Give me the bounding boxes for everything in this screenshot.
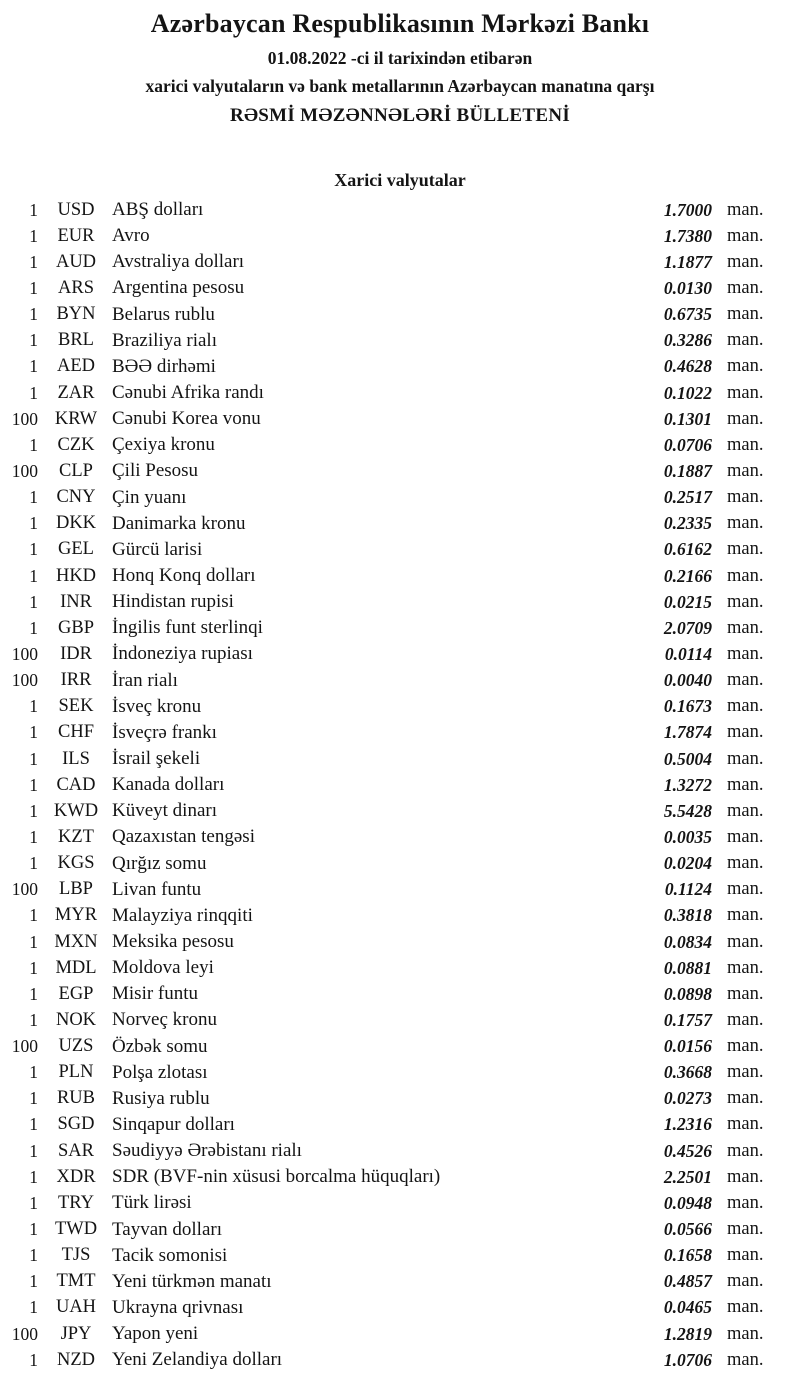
currency-quantity: 1 [29, 1297, 38, 1318]
currency-row [0, 275, 800, 301]
rate-value: 0.0273 [663, 1088, 712, 1109]
unit-label: man. [727, 487, 764, 508]
rate-value: 0.4526 [663, 1140, 712, 1161]
currency-code: GBP [58, 617, 94, 638]
currency-code: ILS [62, 748, 90, 769]
currency-name: İngilis funt sterlinqi [112, 617, 263, 639]
currency-name: Yeni türkmən manatı [112, 1270, 272, 1292]
unit-label: man. [727, 565, 764, 586]
rate-value: 0.2517 [663, 487, 712, 508]
unit-label: man. [727, 1114, 764, 1135]
currency-quantity: 1 [29, 434, 38, 455]
rate-value: 0.0706 [663, 434, 712, 455]
rate-value: 0.1887 [663, 460, 712, 481]
unit-label: man. [727, 1009, 764, 1030]
rate-value: 1.1877 [663, 251, 712, 272]
currency-name: Gürcü larisi [112, 538, 203, 560]
currency-row [0, 432, 800, 458]
currency-name: Argentina pesosu [112, 277, 245, 299]
exchange-rates-table [0, 197, 800, 1373]
unit-label: man. [727, 983, 764, 1004]
currency-quantity: 1 [29, 513, 38, 534]
currency-code: KRW [54, 408, 98, 429]
currency-name: İsveç kronu [112, 695, 202, 717]
rate-value: 0.1301 [663, 408, 712, 429]
currency-quantity: 1 [29, 330, 38, 351]
currency-row [0, 1007, 800, 1033]
currency-row [0, 249, 800, 275]
currency-code: TJS [61, 1245, 91, 1266]
currency-code: BYN [56, 304, 96, 325]
currency-row [0, 1216, 800, 1242]
bulletin-header [0, 0, 800, 127]
currency-quantity: 1 [29, 1114, 38, 1135]
currency-row [0, 877, 800, 903]
unit-label: man. [727, 774, 764, 795]
rate-value: 0.0948 [663, 1192, 712, 1213]
bank-title: Azərbaycan Respublikasının Mərkəzi Bankı [150, 9, 650, 38]
currency-name: Çin yuanı [112, 486, 187, 508]
currency-quantity: 100 [11, 1036, 38, 1057]
rate-value: 0.0035 [663, 826, 712, 847]
rate-value: 0.1673 [663, 696, 712, 717]
currency-name: Danimarka kronu [112, 512, 246, 534]
currency-code: CLP [59, 460, 93, 481]
unit-label: man. [727, 1192, 764, 1213]
rate-value: 2.2501 [663, 1166, 712, 1187]
currency-row [0, 929, 800, 955]
unit-label: man. [727, 225, 764, 246]
currency-code: MXN [54, 931, 98, 952]
currency-name: Sinqapur dolları [112, 1113, 235, 1135]
currency-row [0, 981, 800, 1007]
rate-value: 1.3272 [663, 774, 712, 795]
currency-name: Norveç kronu [112, 1009, 217, 1031]
rate-value: 0.4857 [663, 1271, 712, 1292]
currency-row [0, 1112, 800, 1138]
currency-code: NZD [56, 1349, 96, 1370]
unit-label: man. [727, 1166, 764, 1187]
currency-code: TRY [58, 1192, 94, 1213]
unit-label: man. [727, 356, 764, 377]
currency-name: Hindistan rupisi [112, 591, 234, 613]
rate-value: 1.0706 [663, 1349, 712, 1370]
currency-code: CZK [57, 434, 95, 455]
unit-label: man. [727, 277, 764, 298]
currency-code: RUB [56, 1088, 96, 1109]
rate-value: 0.2335 [663, 513, 712, 534]
currency-code: TWD [54, 1219, 98, 1240]
currency-name: Səudiyyə Ərəbistanı rialı [112, 1140, 302, 1162]
currency-code: ARS [58, 277, 94, 298]
currency-row [0, 694, 800, 720]
currency-quantity: 1 [29, 487, 38, 508]
currency-code: GEL [58, 539, 94, 560]
rate-value: 1.7000 [663, 199, 712, 220]
currency-name: Özbək somu [112, 1035, 208, 1057]
rate-value: 0.0465 [663, 1297, 712, 1318]
currency-row [0, 668, 800, 694]
currency-code: ZAR [57, 382, 95, 403]
currency-row [0, 615, 800, 641]
rate-value: 0.1658 [663, 1245, 712, 1266]
currency-code: USD [57, 199, 95, 220]
currency-row [0, 537, 800, 563]
unit-label: man. [727, 1297, 764, 1318]
currency-quantity: 1 [29, 905, 38, 926]
currency-quantity: 1 [29, 1349, 38, 1370]
currency-code: DKK [55, 513, 97, 534]
currency-code: KGS [57, 853, 95, 874]
currency-quantity: 1 [29, 748, 38, 769]
unit-label: man. [727, 643, 764, 664]
currency-quantity: 1 [29, 591, 38, 612]
rate-value: 1.7380 [663, 225, 712, 246]
currency-code: LBP [59, 879, 93, 900]
currency-name: Çexiya kronu [112, 434, 215, 456]
unit-label: man. [727, 800, 764, 821]
unit-label: man. [727, 617, 764, 638]
currency-quantity: 1 [29, 1166, 38, 1187]
currency-quantity: 1 [29, 1062, 38, 1083]
unit-label: man. [727, 905, 764, 926]
currency-name: Polşa zlotası [112, 1061, 208, 1083]
unit-label: man. [727, 1323, 764, 1344]
currency-name: Türk lirəsi [112, 1192, 192, 1214]
rate-value: 0.1022 [663, 382, 712, 403]
currency-name: Çili Pesosu [112, 460, 199, 482]
currency-code: XDR [56, 1166, 96, 1187]
unit-label: man. [727, 853, 764, 874]
currency-quantity: 1 [29, 1219, 38, 1240]
unit-label: man. [727, 1271, 764, 1292]
currency-code: SEK [58, 696, 94, 717]
currency-code: BRL [58, 330, 94, 351]
currency-row [0, 511, 800, 537]
currency-name: Cənubi Afrika randı [112, 382, 264, 404]
currency-code: CAD [56, 774, 96, 795]
currency-quantity: 1 [29, 722, 38, 743]
currency-row [0, 380, 800, 406]
currency-name: Kanada dolları [112, 774, 225, 796]
currency-name: Belarus rublu [112, 303, 215, 325]
currency-row [0, 1295, 800, 1321]
rate-value: 0.3286 [663, 330, 712, 351]
currency-row [0, 223, 800, 249]
currency-code: UAH [55, 1297, 97, 1318]
unit-label: man. [727, 591, 764, 612]
currency-code: IRR [60, 670, 92, 691]
rate-value: 0.6735 [663, 304, 712, 325]
unit-label: man. [727, 304, 764, 325]
rate-value: 0.1757 [663, 1009, 712, 1030]
currency-code: CNY [56, 487, 96, 508]
currency-name: SDR (BVF-nin xüsusi borcalma hüquqları) [112, 1166, 441, 1188]
unit-label: man. [727, 1349, 764, 1370]
currency-code: AUD [55, 251, 97, 272]
bulletin-title: RƏSMİ MƏZƏNNƏLƏRİ BÜLLETENİ [229, 105, 571, 126]
rate-value: 2.0709 [663, 617, 712, 638]
currency-code: UZS [58, 1036, 94, 1057]
currency-name: Qazaxıstan tengəsi [112, 826, 255, 848]
currency-row [0, 1243, 800, 1269]
currency-name: Honq Konq dolları [112, 565, 256, 587]
currency-quantity: 1 [29, 356, 38, 377]
currency-name: Meksika pesosu [112, 931, 234, 952]
effective-date-line: 01.08.2022 -ci il tarixindən etibarən [267, 48, 533, 68]
currency-code: MYR [54, 905, 98, 926]
rate-value: 0.0204 [663, 853, 712, 874]
rate-value: 0.0898 [663, 983, 712, 1004]
section-title-foreign-currencies: Xarici valyutalar [334, 170, 466, 190]
currency-row [0, 798, 800, 824]
rate-value: 0.6162 [663, 539, 712, 560]
rate-value: 0.1124 [664, 879, 712, 900]
unit-label: man. [727, 748, 764, 769]
currency-quantity: 1 [29, 617, 38, 638]
rate-value: 0.5004 [663, 748, 712, 769]
currency-row [0, 1086, 800, 1112]
currency-code: CHF [58, 722, 94, 743]
subject-line: xarici valyutaların və bank metallarının Azərbaycan manatına qarşı [145, 76, 655, 96]
currency-quantity: 1 [29, 931, 38, 952]
currency-quantity: 1 [29, 1245, 38, 1266]
currency-quantity: 1 [29, 251, 38, 272]
currency-code: TMT [56, 1271, 96, 1292]
rate-value: 0.0156 [663, 1036, 712, 1057]
currency-code: AED [56, 356, 96, 377]
unit-label: man. [727, 330, 764, 351]
currency-name: Tayvan dolları [112, 1218, 222, 1240]
currency-row [0, 903, 800, 929]
currency-quantity: 1 [29, 1140, 38, 1161]
unit-label: man. [727, 879, 764, 900]
currency-name: BƏƏ dirhəmi [112, 355, 216, 377]
unit-label: man. [727, 539, 764, 560]
currency-code: HKD [55, 565, 97, 586]
unit-label: man. [727, 931, 764, 952]
currency-row [0, 302, 800, 328]
currency-quantity: 1 [29, 1009, 38, 1030]
currency-code: KWD [53, 800, 99, 821]
currency-quantity: 1 [29, 983, 38, 1004]
currency-code: MDL [55, 957, 97, 978]
currency-row [0, 955, 800, 981]
currency-quantity: 1 [29, 1088, 38, 1109]
currency-quantity: 100 [11, 1323, 38, 1344]
currency-name: Yeni Zelandiya dolları [112, 1349, 283, 1371]
currency-row [0, 641, 800, 667]
currency-row [0, 328, 800, 354]
currency-name: ABŞ dolları [112, 199, 204, 221]
currency-quantity: 1 [29, 565, 38, 586]
unit-label: man. [727, 722, 764, 743]
unit-label: man. [727, 1245, 764, 1266]
currency-row [0, 1347, 800, 1373]
unit-label: man. [727, 826, 764, 847]
currency-name: Avro [112, 225, 150, 247]
rate-value: 0.0130 [663, 277, 712, 298]
currency-code: NOK [55, 1009, 97, 1030]
currency-name: Qırğız somu [112, 852, 207, 874]
rate-value: 1.2819 [663, 1323, 712, 1344]
unit-label: man. [727, 696, 764, 717]
unit-label: man. [727, 1062, 764, 1083]
currency-quantity: 1 [29, 853, 38, 874]
rate-value: 0.0881 [663, 957, 712, 978]
currency-row [0, 1190, 800, 1216]
rate-value: 0.3818 [663, 905, 712, 926]
currency-name: Cənubi Korea vonu [112, 408, 261, 430]
currency-quantity: 100 [11, 879, 38, 900]
currency-name: Yapon yeni [112, 1323, 199, 1345]
currency-quantity: 1 [29, 800, 38, 821]
currency-quantity: 100 [11, 460, 38, 481]
unit-label: man. [727, 408, 764, 429]
rate-value: 1.2316 [663, 1114, 712, 1135]
unit-label: man. [727, 957, 764, 978]
unit-label: man. [727, 382, 764, 403]
currency-row [0, 1060, 800, 1086]
currency-code: KZT [58, 826, 94, 847]
currency-row [0, 354, 800, 380]
currency-row [0, 563, 800, 589]
currency-name: Rusiya rublu [112, 1087, 210, 1109]
currency-row [0, 1034, 800, 1060]
currency-row [0, 485, 800, 511]
currency-name: Malayziya rinqqiti [112, 904, 253, 926]
currency-code: SAR [58, 1140, 94, 1161]
unit-label: man. [727, 670, 764, 691]
unit-label: man. [727, 1036, 764, 1057]
currency-name: İran rialı [112, 669, 178, 691]
currency-row [0, 197, 800, 223]
rate-value: 0.0040 [663, 670, 712, 691]
unit-label: man. [727, 460, 764, 481]
currency-row [0, 1321, 800, 1347]
unit-label: man. [727, 1140, 764, 1161]
rate-value: 0.2166 [663, 565, 712, 586]
currency-quantity: 1 [29, 225, 38, 246]
currency-name: Moldova leyi [112, 957, 214, 979]
currency-quantity: 1 [29, 696, 38, 717]
currency-quantity: 100 [11, 670, 38, 691]
currency-code: SGD [57, 1114, 95, 1135]
unit-label: man. [727, 434, 764, 455]
currency-code: PLN [58, 1062, 94, 1083]
currency-quantity: 1 [29, 277, 38, 298]
currency-name: Ukrayna qrivnası [112, 1296, 244, 1318]
currency-quantity: 1 [29, 1192, 38, 1213]
currency-name: İsrail şekeli [112, 748, 201, 770]
currency-name: Küveyt dinarı [112, 800, 218, 822]
currency-name: Avstraliya dolları [112, 251, 245, 273]
currency-quantity: 1 [29, 957, 38, 978]
currency-name: İsveçrə frankı [112, 721, 217, 743]
rate-value: 0.0834 [663, 931, 712, 952]
currency-quantity: 100 [11, 408, 38, 429]
currency-name: Tacik somonisi [112, 1244, 228, 1266]
currency-row [0, 824, 800, 850]
currency-code: INR [60, 591, 92, 612]
currency-quantity: 1 [29, 826, 38, 847]
currency-code: IDR [60, 643, 92, 664]
unit-label: man. [727, 251, 764, 272]
currency-name: İndoneziya rupiası [112, 643, 253, 665]
unit-label: man. [727, 1219, 764, 1240]
rate-value: 0.0215 [663, 591, 712, 612]
currency-row [0, 720, 800, 746]
rate-value: 1.7874 [663, 722, 712, 743]
rate-value: 0.0566 [663, 1219, 712, 1240]
unit-label: man. [727, 513, 764, 534]
currency-row [0, 1164, 800, 1190]
currency-row [0, 746, 800, 772]
rate-value: 0.0114 [664, 643, 712, 664]
currency-quantity: 1 [29, 774, 38, 795]
currency-quantity: 1 [29, 539, 38, 560]
currency-name: Misir funtu [112, 983, 199, 1005]
currency-quantity: 1 [29, 199, 38, 220]
currency-name: Braziliya rialı [112, 329, 217, 351]
currency-code: EGP [58, 983, 94, 1004]
currency-row [0, 458, 800, 484]
currency-row [0, 406, 800, 432]
currency-row [0, 1269, 800, 1295]
currency-name: Livan funtu [112, 878, 202, 900]
currency-row [0, 851, 800, 877]
currency-quantity: 100 [11, 643, 38, 664]
currency-quantity: 1 [29, 382, 38, 403]
currency-row [0, 772, 800, 798]
unit-label: man. [727, 1088, 764, 1109]
rate-value: 5.5428 [663, 800, 712, 821]
currency-code: JPY [60, 1323, 92, 1344]
currency-code: EUR [57, 225, 95, 246]
currency-row [0, 1138, 800, 1164]
unit-label: man. [727, 199, 764, 220]
currency-quantity: 1 [29, 304, 38, 325]
currency-quantity: 1 [29, 1271, 38, 1292]
currency-row [0, 589, 800, 615]
rate-value: 0.3668 [663, 1062, 712, 1083]
rate-value: 0.4628 [663, 356, 712, 377]
